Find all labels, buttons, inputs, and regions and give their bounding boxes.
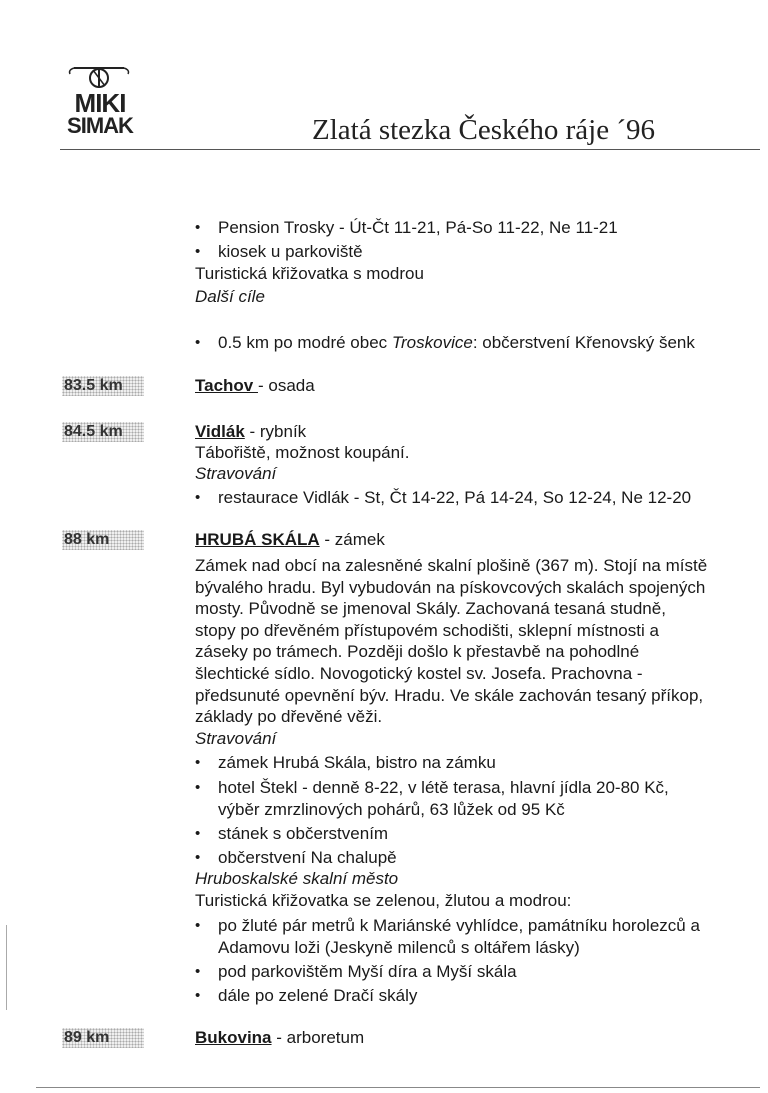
stop-subheading: Hruboskalské skalní město bbox=[195, 869, 399, 888]
list-item-continuation: výběr zmrzlinových pohárů, 63 lůžek od 95 Kč bbox=[218, 800, 565, 819]
stop-heading bbox=[195, 1028, 364, 1048]
page-title: Zlatá stezka Českého ráje ´96 bbox=[312, 114, 656, 146]
list-item: • dále po zelené Dračí skály bbox=[195, 986, 417, 1006]
km-marker: 83.5 km bbox=[62, 376, 144, 396]
km-marker: 84.5 km bbox=[62, 422, 144, 442]
stop-text: základy po dřevěné věži. bbox=[195, 707, 383, 726]
stop-text: stopy po dřevěném přístupovém schodišti, sklepní místnosti a bbox=[195, 621, 659, 640]
stop-text: bývalého hradu. Byl vybudován na pískovcových skalách spojených bbox=[195, 578, 706, 597]
stop-text: mosty. Původně se jmenoval Skály. Zachovaná tesaná studně, bbox=[195, 599, 666, 618]
list-item: • pod parkovištěm Myší díra a Myší skála bbox=[195, 962, 517, 982]
goal-suffix: : občerstvení Křenovský šenk bbox=[472, 333, 695, 352]
stop-desc: - arboretum bbox=[271, 1028, 365, 1047]
list-item: • restaurace Vidlák - St, Čt 14-22, Pá 14-24, So 12-24, Ne 12-20 bbox=[195, 488, 691, 508]
logo-line-2: SIMAK bbox=[67, 113, 133, 138]
list-item bbox=[195, 333, 695, 353]
stop-text: Zámek nad obcí na zalesněné skalní plošině (367 m). Stojí na místě bbox=[195, 556, 708, 575]
stop-text: předsunuté opevnění býv. Hradu. Ve skále zachován tesaný příkop, bbox=[195, 686, 704, 705]
logo bbox=[60, 60, 138, 146]
intro-heading: Další cíle bbox=[195, 287, 265, 306]
stop-text: Tábořiště, možnost koupání. bbox=[195, 443, 410, 462]
stop-name: Vidlák bbox=[195, 422, 245, 441]
list-item: • po žluté pár metrů k Mariánské vyhlídce, památníku horolezců a bbox=[195, 916, 700, 936]
list-item-continuation: Adamovu loži (Jeskyně milenců s oltářem lásky) bbox=[218, 938, 580, 957]
logo-line-1: MIKI bbox=[74, 88, 126, 118]
list-item: • Pension Trosky - Út-Čt 11-21, Pá-So 11-22, Ne 11-21 bbox=[195, 218, 618, 238]
list-item: • hotel Štekl - denně 8-22, v létě terasa, hlavní jídla 20-80 Kč, bbox=[195, 778, 669, 798]
stop-bullet-list bbox=[195, 962, 517, 982]
stop-subheading: Stravování bbox=[195, 729, 277, 748]
stop-desc: - rybník bbox=[244, 422, 307, 441]
stop-text: Turistická křižovatka se zelenou, žlutou a modrou: bbox=[195, 891, 572, 910]
stop-name: HRUBÁ SKÁLA bbox=[195, 530, 320, 549]
header-divider bbox=[60, 149, 760, 150]
km-marker: 89 km bbox=[62, 1028, 144, 1048]
stop-text: záseky po trámech. Později došlo k přestavbě na pohodlné bbox=[195, 642, 640, 661]
stop-bullet-list bbox=[195, 488, 691, 508]
stop-bullet-list bbox=[195, 824, 388, 844]
stop-bullet-list bbox=[195, 778, 669, 798]
km-marker: 88 km bbox=[62, 530, 144, 550]
stop-subheading: Stravování bbox=[195, 464, 277, 483]
stop-desc: - zámek bbox=[319, 530, 385, 549]
stop-heading bbox=[195, 422, 306, 442]
goal-place: Troskovice bbox=[391, 333, 473, 352]
stop-bullet-list bbox=[195, 848, 397, 868]
stop-bullet-list bbox=[195, 753, 496, 773]
stop-bullet-list bbox=[195, 916, 700, 936]
stop-heading bbox=[195, 376, 315, 396]
stop-bullet-list bbox=[195, 986, 417, 1006]
footer-divider bbox=[36, 1087, 760, 1088]
list-item: • kiosek u parkoviště bbox=[195, 242, 618, 262]
goal-prefix: 0.5 km po modré obec bbox=[218, 333, 392, 352]
stop-name: Tachov bbox=[195, 376, 258, 395]
intro-line: Turistická křižovatka s modrou bbox=[195, 264, 424, 283]
stop-name: Bukovina bbox=[195, 1028, 272, 1047]
stop-text: šlechtické sídlo. Novogotický kostel sv. Josefa. Prachovna - bbox=[195, 664, 643, 683]
stop-heading bbox=[195, 530, 385, 550]
list-item: • stánek s občerstvením bbox=[195, 824, 388, 844]
goal-bullet-list bbox=[195, 333, 695, 353]
intro-bullet-list bbox=[195, 218, 618, 262]
stop-desc: - osada bbox=[257, 376, 315, 395]
list-item: • občerstvení Na chalupě bbox=[195, 848, 397, 868]
list-item: • zámek Hrubá Skála, bistro na zámku bbox=[195, 753, 496, 773]
margin-mark bbox=[6, 925, 7, 1010]
